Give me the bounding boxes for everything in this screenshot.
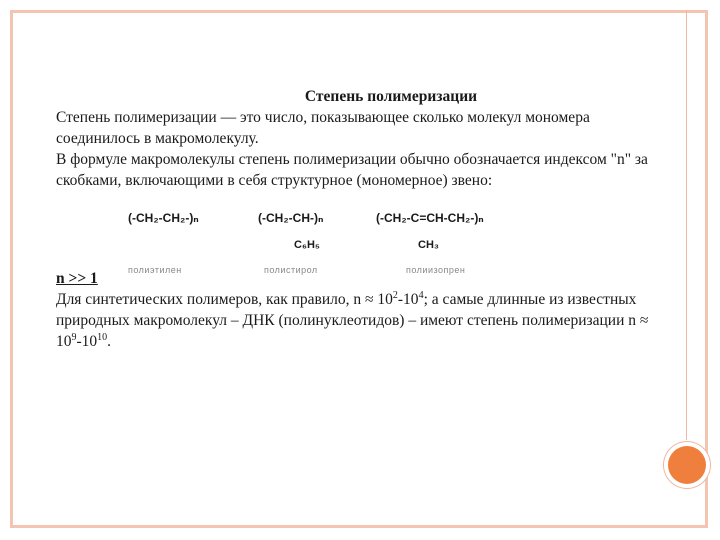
text-part: -10 (397, 291, 419, 308)
polymerization-degree-paragraph (56, 289, 656, 352)
formula-substituent: C₆H₅ (294, 239, 320, 251)
slide-title: Степень полимеризации (304, 88, 478, 105)
formula-polyisoprene (376, 208, 484, 281)
formula-text: (-CH₂-CH₂-)ₙ (128, 211, 199, 225)
text-part: -10 (76, 333, 98, 350)
formula-text: (-CH₂-C=CH-CH₂-)ₙ (376, 211, 484, 225)
decorative-circle-icon (668, 446, 706, 484)
formula-name: полиэтилен (128, 265, 182, 275)
text-part: Для синтетических полимеров, как правило, n ≈ 10 (56, 291, 393, 308)
notation-paragraph: В формуле макромолекулы степень полимеризации обычно обозначается индексом "n" за скобками, включающими в себя структурное (мономерное) звено: (56, 151, 648, 189)
formula-substituent: CH₃ (418, 239, 439, 251)
decorative-side-line (686, 10, 687, 440)
formula-name: полиизопрен (406, 265, 466, 275)
formula-polyethylene (128, 208, 199, 281)
formula-text: (-CH₂-CH-)ₙ (258, 211, 324, 225)
exponent: 10 (97, 331, 108, 343)
exponent: 4 (418, 289, 424, 301)
exponent: 9 (71, 331, 77, 343)
formula-row (56, 208, 656, 275)
formula-name: полистирол (264, 265, 318, 275)
text-part: ; а самые длинные из известных природных макромолекул – ДНК (полинуклеотидов) – имеют степень полимеризации n ≈ 10 (56, 291, 649, 350)
text-part: . (107, 333, 112, 350)
formula-substituent (128, 235, 199, 256)
slide-content (56, 86, 656, 352)
formula-polystyrene (258, 208, 323, 281)
exponent: 2 (392, 289, 398, 301)
definition-paragraph: Степень полимеризации — это число, показывающее сколько молекул мономера соединилось в макромолекулу. (56, 109, 590, 147)
n-relation: n >> 1 (56, 270, 98, 287)
